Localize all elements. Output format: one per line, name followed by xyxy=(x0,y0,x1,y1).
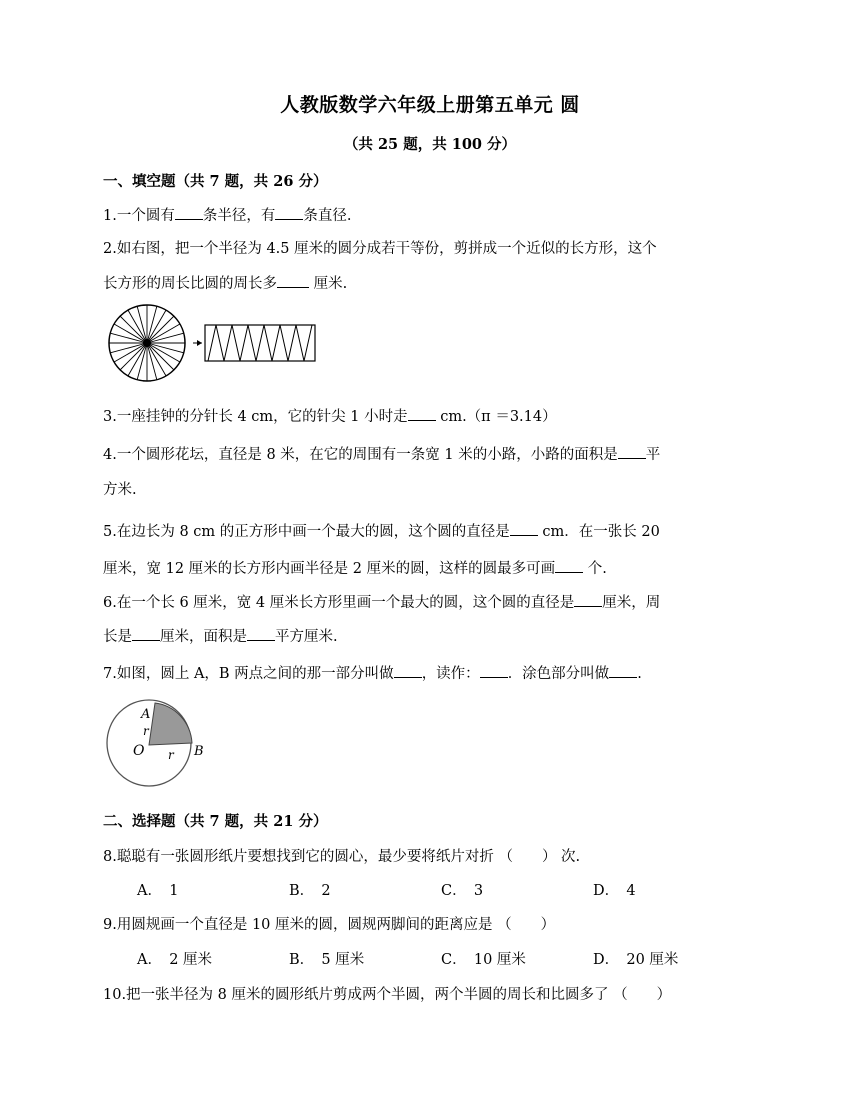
label-r-vertical: r xyxy=(143,724,149,738)
page-title: 人教版数学六年级上册第五单元 圆 xyxy=(280,94,580,116)
option-d: D． 4 xyxy=(593,883,636,899)
option-b: B． 2 xyxy=(289,883,331,899)
label-a: A xyxy=(141,707,151,722)
circle-center-dot xyxy=(143,339,151,347)
question-6-line1: 6.在一个长 6 厘米，宽 4 厘米长方形里画一个最大的圆，这个圆的直径是 厘米，周 xyxy=(103,591,660,612)
arrow-head xyxy=(197,340,202,346)
answer-blank xyxy=(609,663,637,678)
question-5-line2: 厘米，宽 12 厘米的长方形内画半径是 2 厘米的圆，这样的圆最多可画 个. xyxy=(103,557,607,578)
section-heading-fill-blank: 一、填空题（共 7 题，共 26 分） xyxy=(103,173,328,190)
page-subtitle: （共 25 题，共 100 分） xyxy=(343,136,517,153)
question-5-line1: 5.在边长为 8 cm 的正方形中画一个最大的圆，这个圆的直径是 cm．在一张长 20 xyxy=(103,520,660,541)
question-4-line2: 方米. xyxy=(103,482,137,498)
question-8-options xyxy=(137,879,737,899)
label-b: B xyxy=(194,744,204,759)
section-heading-multiple-choice: 二、选择题（共 7 题，共 21 分） xyxy=(103,813,328,830)
label-r-horizontal: r xyxy=(168,748,174,762)
option-b: B． 5 厘米 xyxy=(289,952,365,968)
answer-blank xyxy=(175,205,203,220)
answer-blank xyxy=(555,558,583,573)
question-6-line2: 长是 厘米，面积是 平方厘米. xyxy=(103,625,338,646)
question-3: 3.一座挂钟的分针长 4 cm，它的针尖 1 小时走 cm.（π ＝3.14） xyxy=(103,405,557,426)
answer-blank xyxy=(618,444,646,459)
circle-sector-figure xyxy=(103,697,213,792)
answer-blank xyxy=(275,205,303,220)
question-2-line2: 长方形的周长比圆的周长多 厘米. xyxy=(103,272,347,293)
answer-blank xyxy=(394,663,422,678)
question-9-options xyxy=(137,948,737,968)
label-o: O xyxy=(133,743,145,759)
question-4-line1: 4.一个圆形花坛，直径是 8 米，在它的周围有一条宽 1 米的小路，小路的面积是 平 xyxy=(103,443,660,464)
option-d: D． 20 厘米 xyxy=(593,952,679,968)
answer-blank xyxy=(510,521,538,536)
answer-blank xyxy=(132,626,160,641)
shaded-sector xyxy=(149,703,192,745)
answer-blank xyxy=(277,273,309,288)
option-c: C． 3 xyxy=(441,883,484,899)
question-7: 7.如图，圆上 A，B 两点之间的那一部分叫做 ，读作： ．涂色部分叫做 . xyxy=(103,662,642,683)
circle-sectors-figure xyxy=(105,303,320,383)
answer-blank xyxy=(408,406,436,421)
question-2-line1: 2.如右图，把一个半径为 4.5 厘米的圆分成若干等份，剪拼成一个近似的长方形，这个 xyxy=(103,241,657,257)
option-c: C． 10 厘米 xyxy=(441,952,526,968)
option-a: A． 1 xyxy=(137,883,179,899)
question-8: 8.聪聪有一张圆形纸片要想找到它的圆心，最少要将纸片对折 （ ） 次. xyxy=(103,849,581,865)
question-10: 10.把一张半径为 8 厘米的圆形纸片剪成两个半圆，两个半圆的周长和比圆多了 （ ） xyxy=(103,987,672,1003)
answer-blank xyxy=(480,663,508,678)
question-9: 9.用圆规画一个直径是 10 厘米的圆，圆规两脚间的距离应是 （ ） xyxy=(103,917,556,933)
answer-blank xyxy=(574,592,602,607)
rectangle-zigzag xyxy=(208,325,312,361)
question-1: 1.一个圆有 条半径，有 条直径. xyxy=(103,204,351,225)
answer-blank xyxy=(247,626,275,641)
option-a: A． 2 厘米 xyxy=(137,952,213,968)
